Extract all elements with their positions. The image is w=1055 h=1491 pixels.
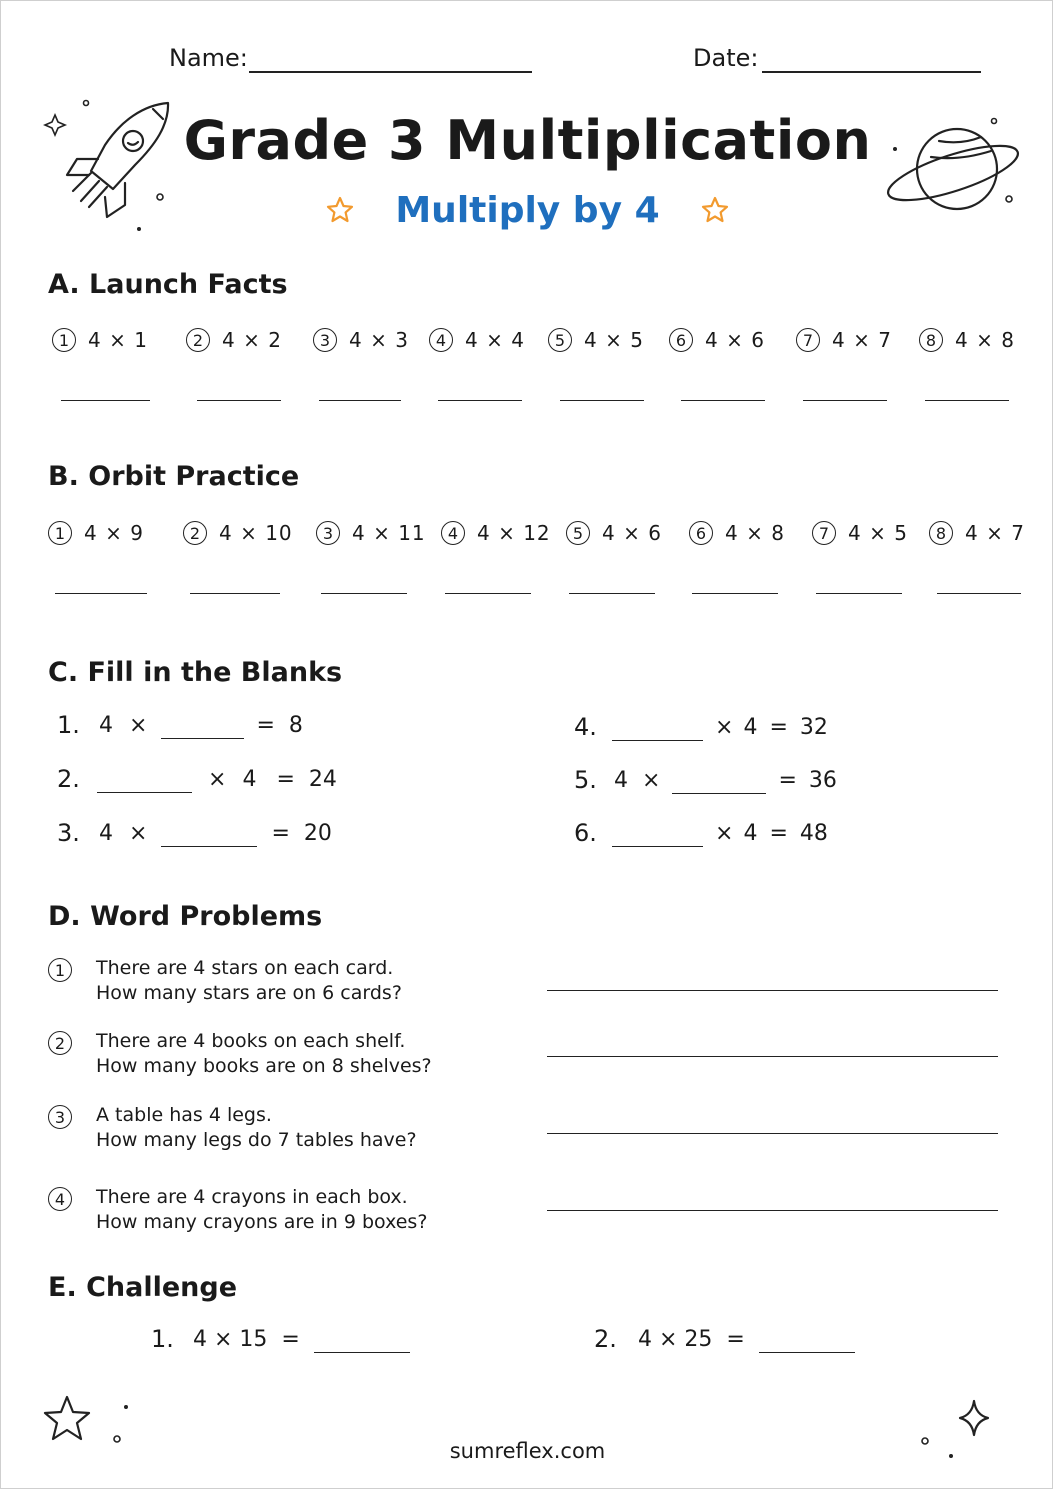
number-badge: 1 xyxy=(48,521,72,545)
answer-line[interactable] xyxy=(319,400,401,401)
word-problem-2 xyxy=(48,1029,432,1079)
problem-text: A table has 4 legs. xyxy=(96,1104,272,1126)
fact-expression: 4 × 3 xyxy=(349,328,409,352)
fact-expression: 4 × 4 xyxy=(465,328,525,352)
number-badge: 5 xyxy=(548,328,572,352)
times-sign: × xyxy=(129,712,148,738)
result-value: 24 xyxy=(308,766,337,792)
problem-text: There are 4 stars on each card. xyxy=(96,957,394,979)
section-d-title: D. Word Problems xyxy=(48,901,323,932)
times-sign: × xyxy=(129,820,148,846)
blank-field[interactable] xyxy=(161,712,244,739)
fact-expression: 4 × 12 xyxy=(477,521,551,545)
number-badge: 2 xyxy=(183,521,207,545)
section-a-title: A. Launch Facts xyxy=(48,269,288,300)
answer-line[interactable] xyxy=(547,1210,998,1211)
blank-field[interactable] xyxy=(161,820,257,847)
times-sign: × xyxy=(208,766,227,792)
word-problem-3 xyxy=(48,1103,417,1153)
answer-line[interactable] xyxy=(692,593,778,594)
fact-expression: 4 × 8 xyxy=(725,521,785,545)
equals-sign: = xyxy=(276,766,295,792)
date-field[interactable] xyxy=(762,71,981,73)
challenge-expression: 4 × 15 xyxy=(193,1326,268,1352)
challenge-expression: 4 × 25 xyxy=(638,1326,713,1352)
number-badge: 4 xyxy=(48,1187,72,1211)
number-badge: 4 xyxy=(429,328,453,352)
answer-line[interactable] xyxy=(937,593,1021,594)
fact-expression: 4 × 6 xyxy=(705,328,765,352)
number-badge: 7 xyxy=(796,328,820,352)
star-icon xyxy=(700,195,730,225)
number-badge: 3 xyxy=(313,328,337,352)
fact-a5 xyxy=(548,328,644,352)
result-value: 32 xyxy=(799,714,828,740)
number-badge: 8 xyxy=(929,521,953,545)
item-number: 1. xyxy=(57,711,80,739)
fill-item-3 xyxy=(57,819,332,847)
operand: 4 xyxy=(99,820,113,846)
fact-b4 xyxy=(441,521,551,545)
problem-text: There are 4 crayons in each box. xyxy=(96,1186,408,1208)
equals-sign: = xyxy=(769,820,788,846)
planet-icon xyxy=(881,111,1031,221)
page-title: Grade 3 Multiplication xyxy=(183,109,872,172)
problem-question: How many crayons are in 9 boxes? xyxy=(96,1211,428,1233)
answer-line[interactable] xyxy=(816,593,902,594)
times-sign: × xyxy=(715,820,734,846)
fact-b7 xyxy=(812,521,908,545)
answer-line[interactable] xyxy=(547,1133,998,1134)
answer-line[interactable] xyxy=(925,400,1009,401)
answer-line[interactable] xyxy=(438,400,522,401)
item-number: 2. xyxy=(57,765,80,793)
answer-line[interactable] xyxy=(197,400,281,401)
problem-question: How many legs do 7 tables have? xyxy=(96,1129,417,1151)
fact-expression: 4 × 10 xyxy=(219,521,293,545)
item-number: 4. xyxy=(574,713,597,741)
answer-line[interactable] xyxy=(445,593,531,594)
blank-field[interactable] xyxy=(314,1326,410,1353)
result-value: 48 xyxy=(799,820,828,846)
fill-item-6 xyxy=(574,819,828,847)
fact-a1 xyxy=(52,328,148,352)
result-value: 8 xyxy=(288,712,303,738)
problem-question: How many stars are on 6 cards? xyxy=(96,982,402,1004)
blank-field[interactable] xyxy=(612,714,703,741)
fact-expression: 4 × 6 xyxy=(602,521,662,545)
operand: 4 xyxy=(99,712,113,738)
fill-item-2 xyxy=(57,765,337,793)
fact-a4 xyxy=(429,328,525,352)
name-label: Name: xyxy=(169,44,248,72)
fact-expression: 4 × 1 xyxy=(88,328,148,352)
fill-item-5 xyxy=(574,766,837,794)
blank-field[interactable] xyxy=(672,767,766,794)
equals-sign: = xyxy=(256,712,275,738)
operand: 4 xyxy=(242,766,257,792)
times-sign: × xyxy=(642,767,661,793)
challenge-item-2 xyxy=(594,1325,855,1353)
fact-a2 xyxy=(186,328,282,352)
answer-line[interactable] xyxy=(803,400,887,401)
answer-line[interactable] xyxy=(547,1056,998,1057)
fact-b3 xyxy=(316,521,426,545)
fact-expression: 4 × 5 xyxy=(848,521,908,545)
section-c-title: C. Fill in the Blanks xyxy=(48,657,343,688)
fact-b2 xyxy=(183,521,293,545)
fact-a3 xyxy=(313,328,409,352)
operand: 4 xyxy=(614,767,628,793)
operand: 4 xyxy=(743,714,758,740)
number-badge: 3 xyxy=(316,521,340,545)
section-b-title: B. Orbit Practice xyxy=(48,461,300,492)
fact-b6 xyxy=(689,521,785,545)
fact-expression: 4 × 5 xyxy=(584,328,644,352)
answer-line[interactable] xyxy=(681,400,765,401)
blank-field[interactable] xyxy=(759,1326,855,1353)
answer-line[interactable] xyxy=(61,400,150,401)
fill-item-4 xyxy=(574,713,828,741)
number-badge: 2 xyxy=(186,328,210,352)
number-badge: 1 xyxy=(52,328,76,352)
equals-sign: = xyxy=(769,714,788,740)
equals-sign: = xyxy=(726,1326,745,1352)
fact-expression: 4 × 7 xyxy=(832,328,892,352)
blank-field[interactable] xyxy=(612,820,703,847)
equals-sign: = xyxy=(271,820,290,846)
fact-expression: 4 × 8 xyxy=(955,328,1015,352)
item-number: 2. xyxy=(594,1325,617,1353)
fact-b1 xyxy=(48,521,144,545)
result-value: 20 xyxy=(303,820,332,846)
word-problem-4 xyxy=(48,1185,427,1235)
number-badge: 3 xyxy=(48,1105,72,1129)
fill-item-1 xyxy=(57,711,303,739)
equals-sign: = xyxy=(281,1326,300,1352)
fact-a7 xyxy=(796,328,892,352)
result-value: 36 xyxy=(808,767,837,793)
number-badge: 5 xyxy=(566,521,590,545)
number-badge: 6 xyxy=(669,328,693,352)
fact-b8 xyxy=(929,521,1025,545)
number-badge: 8 xyxy=(919,328,943,352)
word-problem-1 xyxy=(48,956,402,1006)
number-badge: 2 xyxy=(48,1031,72,1055)
star-icon xyxy=(325,195,355,225)
equals-sign: = xyxy=(778,767,797,793)
fact-expression: 4 × 11 xyxy=(352,521,426,545)
date-label: Date: xyxy=(693,44,759,72)
name-field[interactable] xyxy=(249,71,532,73)
fact-expression: 4 × 9 xyxy=(84,521,144,545)
item-number: 6. xyxy=(574,819,597,847)
times-sign: × xyxy=(715,714,734,740)
answer-line[interactable] xyxy=(190,593,280,594)
number-badge: 4 xyxy=(441,521,465,545)
fact-b5 xyxy=(566,521,662,545)
fact-expression: 4 × 2 xyxy=(222,328,282,352)
number-badge: 7 xyxy=(812,521,836,545)
problem-question: How many books are on 8 shelves? xyxy=(96,1055,432,1077)
fact-a8 xyxy=(919,328,1015,352)
section-e-title: E. Challenge xyxy=(48,1272,238,1303)
item-number: 1. xyxy=(151,1325,174,1353)
answer-line[interactable] xyxy=(569,593,655,594)
answer-line[interactable] xyxy=(560,400,644,401)
subtitle: Multiply by 4 xyxy=(395,189,660,231)
footer-url: sumreflex.com xyxy=(449,1439,606,1463)
problem-text: There are 4 books on each shelf. xyxy=(96,1030,406,1052)
number-badge: 1 xyxy=(48,958,72,982)
fact-a6 xyxy=(669,328,765,352)
number-badge: 6 xyxy=(689,521,713,545)
challenge-item-1 xyxy=(151,1325,410,1353)
blank-field[interactable] xyxy=(97,766,192,793)
fact-expression: 4 × 7 xyxy=(965,521,1025,545)
item-number: 3. xyxy=(57,819,80,847)
item-number: 5. xyxy=(574,766,597,794)
operand: 4 xyxy=(743,820,758,846)
answer-line[interactable] xyxy=(547,990,998,991)
answer-line[interactable] xyxy=(321,593,407,594)
answer-line[interactable] xyxy=(55,593,147,594)
